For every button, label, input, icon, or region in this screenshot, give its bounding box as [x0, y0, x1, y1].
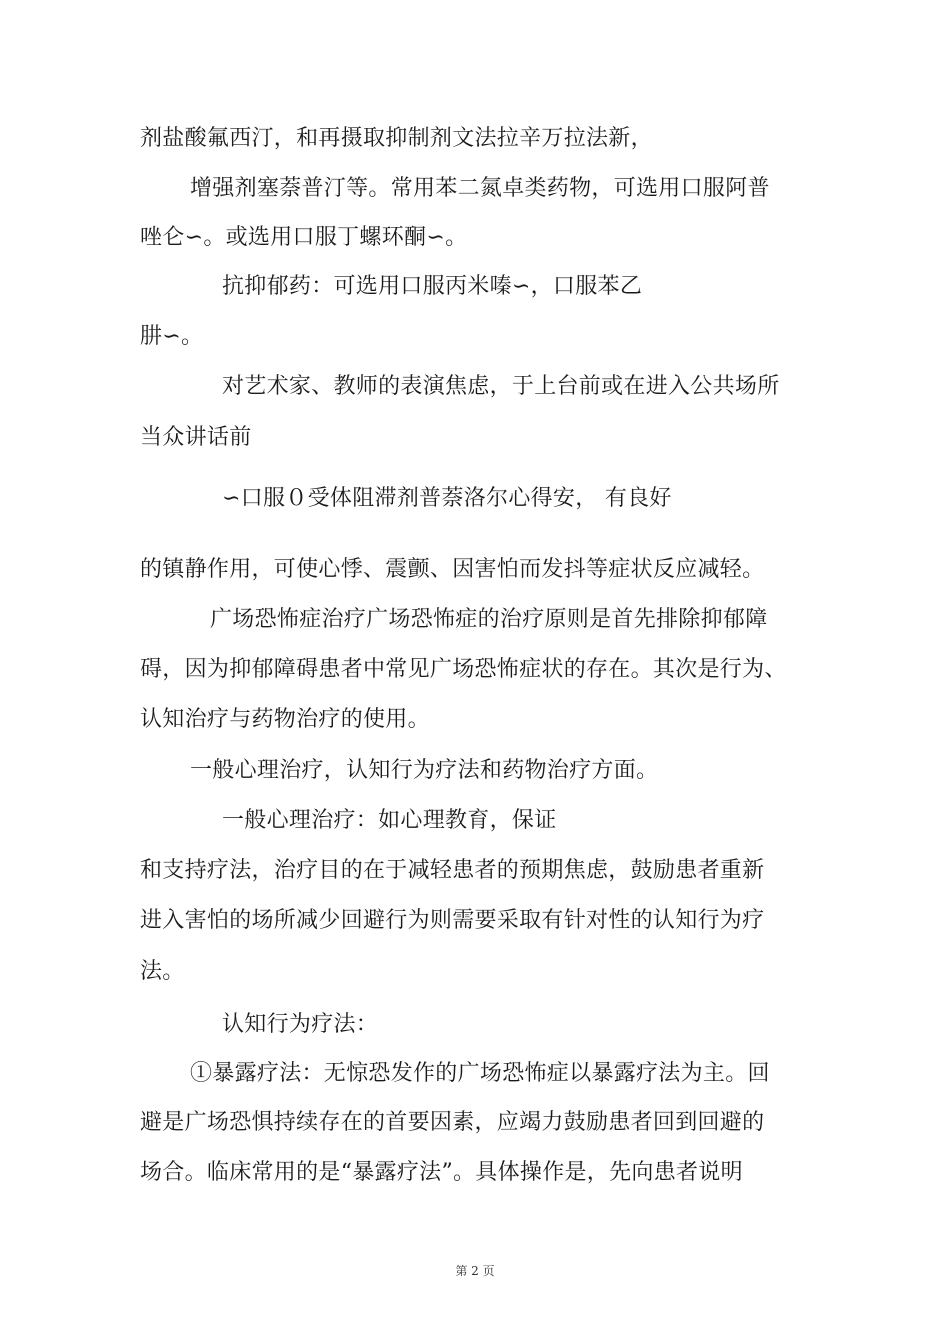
text-line: 认知行为疗法： — [222, 1012, 379, 1037]
text-line: 避是广场恐惧持续存在的首要因素，应竭力鼓励患者回到回避的 — [140, 1110, 765, 1135]
text-line: 广场恐怖症治疗广场恐怖症的治疗原则是首先排除抑郁障 — [210, 607, 768, 632]
text-line: ∽口服０受体阻滞剂普萘洛尔心得安， 有良好 — [222, 486, 672, 511]
text-line: 剂盐酸氟西汀，和再摄取抑制剂文法拉辛万拉法新， — [140, 126, 653, 151]
text-line: 碍，因为抑郁障碍患者中常见广场恐怖症状的存在。其次是行为、 — [140, 657, 787, 682]
text-line: 和支持疗法，治疗目的在于减轻患者的预期焦虑，鼓励患者重新 — [140, 858, 765, 883]
text-line: 进入害怕的场所减少回避行为则需要采取有针对性的认知行为疗 — [140, 908, 765, 933]
text-line: 法。 — [140, 959, 185, 984]
text-line: 当众讲话前 — [140, 425, 252, 450]
text-line: 一般心理治疗：如心理教育，保证 — [222, 808, 557, 833]
text-line: 增强剂塞萘普汀等。常用苯二氮卓类药物，可选用口服阿普 — [190, 176, 770, 201]
text-line: ①暴露疗法：无惊恐发作的广场恐怖症以暴露疗法为主。回 — [190, 1061, 770, 1086]
text-line: 一般心理治疗，认知行为疗法和药物治疗方面。 — [190, 758, 659, 783]
text-line: 抗抑郁药：可选用口服丙米嗪∽，口服苯乙 — [222, 274, 643, 299]
text-line: 唑仑∽。或选用口服丁螺环酮∽。 — [140, 225, 468, 250]
text-line: 认知治疗与药物治疗的使用。 — [140, 707, 430, 732]
text-line: 对艺术家、教师的表演焦虑，于上台前或在进入公共场所 — [222, 374, 780, 399]
text-line: 的镇静作用，可使心悸、震颤、因害怕而发抖等症状反应减轻。 — [140, 557, 765, 582]
page-number: 第 2 页 — [455, 1264, 495, 1278]
text-line: 场合。临床常用的是“暴露疗法”。具体操作是，先向患者说明 — [140, 1160, 743, 1185]
text-line: 肼∽。 — [140, 324, 204, 349]
